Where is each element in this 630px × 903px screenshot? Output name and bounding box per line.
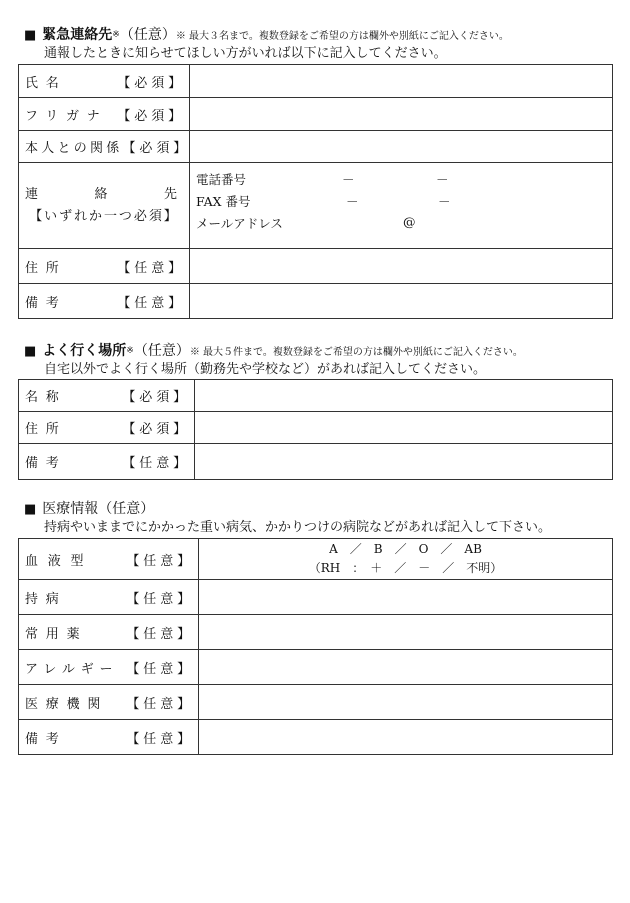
optional-tag: 【任意】: [126, 591, 194, 607]
fax-label: FAX 番号: [196, 194, 251, 209]
square-bullet-icon: ■: [24, 502, 37, 517]
table-row: [19, 444, 613, 480]
table-row: [19, 412, 613, 444]
required-tag: 【必須】: [117, 108, 185, 124]
square-bullet-icon: ■: [24, 28, 37, 43]
places-heading: [24, 342, 523, 362]
table-row: [19, 163, 613, 249]
remarks-field[interactable]: [190, 284, 613, 319]
medication-field[interactable]: [199, 615, 613, 650]
contact-field: [190, 163, 613, 249]
medical-remarks-field[interactable]: [199, 720, 613, 755]
place-name-field[interactable]: [195, 380, 613, 412]
field-label-name: 氏名: [25, 75, 67, 91]
at-sign: @: [403, 214, 416, 229]
optional-label: （任意）: [119, 27, 176, 43]
medical-heading: [24, 500, 154, 519]
table-row: [19, 720, 613, 755]
table-row: [19, 539, 613, 580]
emergency-description: 通報したときに知らせてほしい方がいれば以下に記入してください。: [44, 46, 447, 61]
medical-table: [18, 538, 612, 755]
phone-label: 電話番号: [196, 172, 247, 187]
blood-type-options: A ／ B ／ O ／ AB: [329, 542, 482, 556]
field-label-place-name: 名称: [25, 390, 67, 405]
field-label-address: 住所: [25, 260, 67, 276]
table-row: [19, 650, 613, 685]
optional-tag: 【任意】: [117, 260, 185, 276]
dash: －: [342, 172, 355, 187]
table-row: [19, 65, 613, 98]
mail-label: メールアドレス: [196, 216, 283, 231]
table-row: [19, 615, 613, 650]
field-label-medication: 常用薬: [25, 626, 88, 642]
field-label-remarks: 備考: [25, 295, 67, 311]
place-address-field[interactable]: [195, 412, 613, 444]
emergency-title: 緊急連絡先: [42, 27, 113, 43]
required-tag: 【必須】: [122, 390, 190, 405]
fax-line[interactable]: [196, 189, 612, 211]
table-row: [19, 580, 613, 615]
field-label-furigana: フリガナ: [25, 108, 108, 124]
phone-line[interactable]: [196, 167, 612, 189]
field-label-chronic-disease: 持病: [25, 591, 67, 607]
place-remarks-field[interactable]: [195, 444, 613, 480]
dash: －: [436, 172, 449, 187]
table-row: [19, 249, 613, 284]
table-row: [19, 685, 613, 720]
field-label-allergy: アレルギー: [25, 661, 119, 677]
contact-required-tag: 【いずれか一つ必須】: [29, 208, 179, 224]
medical-description: 持病やいままでにかかった重い病気、かかりつけの病院などがあれば記入して下さい。: [44, 520, 552, 535]
optional-tag: 【任意】: [122, 456, 190, 471]
field-label-relationship: 本人との関係: [25, 141, 123, 156]
optional-label: （任意）: [133, 343, 190, 359]
places-title: よく行く場所: [42, 343, 127, 359]
optional-tag: 【任意】: [126, 731, 194, 747]
emergency-heading: [24, 26, 509, 46]
field-label-place-remarks: 備考: [25, 456, 67, 471]
address-field[interactable]: [190, 249, 613, 284]
required-tag: 【必須】: [117, 75, 185, 91]
dash: －: [438, 194, 451, 209]
field-label-medical-institution: 医療機関: [25, 696, 109, 712]
field-label-place-address: 住所: [25, 422, 67, 437]
optional-tag: 【任意】: [126, 553, 194, 569]
chronic-disease-field[interactable]: [199, 580, 613, 615]
mail-line[interactable]: [196, 211, 612, 233]
contact-label-char: 先: [163, 186, 177, 202]
blood-type-field[interactable]: [199, 539, 613, 580]
field-label-blood-type: 血液型: [25, 553, 94, 569]
table-row: [19, 98, 613, 131]
table-row: [19, 380, 613, 412]
required-tag: 【必須】: [122, 422, 190, 437]
places-note: ※ 最大５件まで。複数登録をご希望の方は欄外や別紙にご記入ください。: [189, 347, 523, 358]
table-row: [19, 284, 613, 319]
square-bullet-icon: ■: [24, 344, 37, 359]
contact-label-char: 連: [25, 186, 39, 202]
optional-label: （任意）: [98, 501, 155, 517]
emergency-note: ※ 最大３名まで。複数登録をご希望の方は欄外や別紙にご記入ください。: [175, 31, 509, 42]
allergy-field[interactable]: [199, 650, 613, 685]
contact-label-char: 絡: [94, 186, 108, 202]
emergency-table: [18, 64, 612, 319]
relationship-field[interactable]: [190, 131, 613, 163]
optional-tag: 【任意】: [117, 295, 185, 311]
optional-tag: 【任意】: [126, 696, 194, 712]
required-tag: 【必須】: [122, 141, 191, 156]
optional-tag: 【任意】: [126, 626, 194, 642]
places-description: 自宅以外でよく行く場所（勤務先や学校など）があれば記入してください。: [44, 362, 487, 377]
rh-options: （RH ： ＋ ／ － ／ 不明）: [308, 561, 503, 575]
table-row: [19, 131, 613, 163]
name-field[interactable]: [190, 65, 613, 98]
furigana-field[interactable]: [190, 98, 613, 131]
medical-title: 医療情報: [42, 501, 99, 517]
places-table: [18, 379, 612, 480]
asterisk-mark: ※: [112, 30, 120, 40]
field-label-medical-remarks: 備考: [25, 731, 67, 747]
medical-institution-field[interactable]: [199, 685, 613, 720]
optional-tag: 【任意】: [126, 661, 194, 677]
asterisk-mark: ※: [126, 346, 134, 356]
dash: －: [346, 194, 359, 209]
